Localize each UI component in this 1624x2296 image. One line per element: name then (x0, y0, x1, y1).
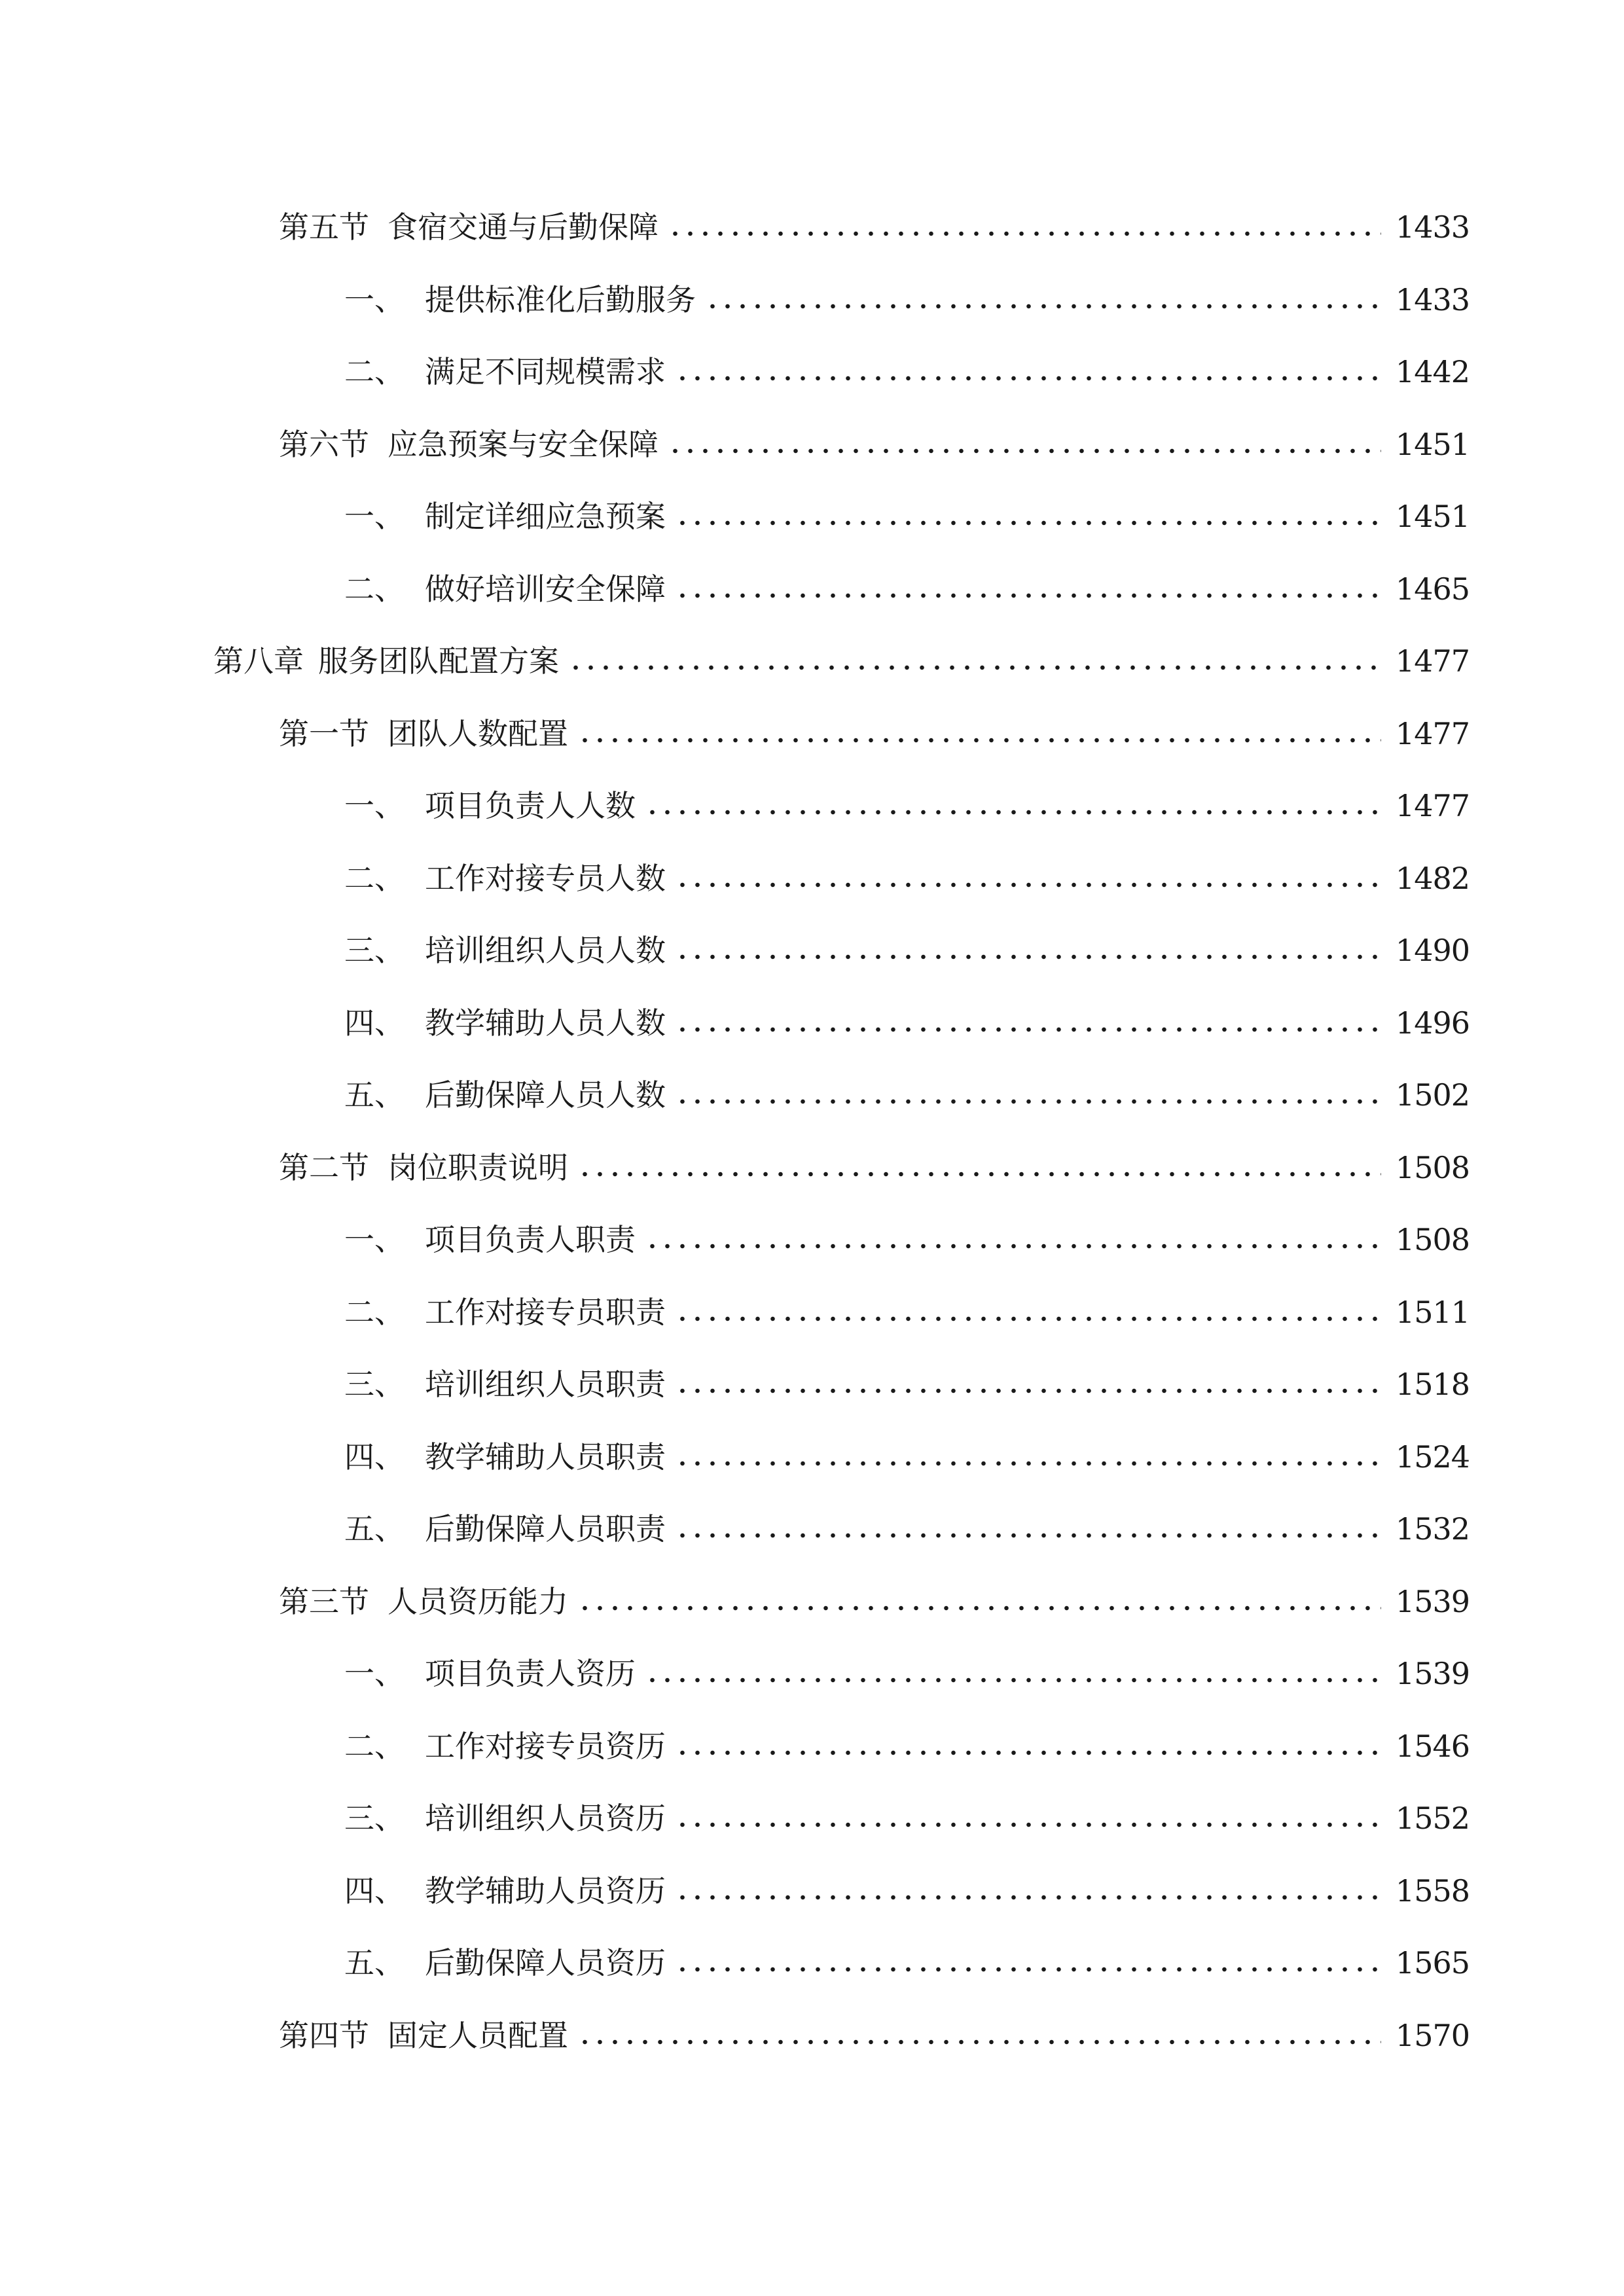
toc-entry-title: 后勤保障人员资历 (425, 1945, 666, 1981)
toc-entry-number: 二、 (344, 1728, 405, 1764)
toc-entry-number: 三、 (344, 933, 405, 968)
dot-leader (645, 1244, 1381, 1249)
toc-entry-section[interactable] (279, 407, 1470, 462)
toc-entry-number: 三、 (344, 1367, 405, 1402)
toc-entry-title: 满足不同规模需求 (425, 354, 666, 389)
toc-entry-number: 三、 (344, 1801, 405, 1836)
toc-entry-number: 第二节 (279, 1149, 369, 1185)
toc-entry-number: 第四节 (279, 2017, 369, 2053)
dot-leader (675, 376, 1381, 381)
dot-leader (675, 1822, 1381, 1827)
toc-entry-number: 五、 (344, 1077, 405, 1113)
toc-entry-page-number: 1508 (1395, 1149, 1470, 1185)
dot-leader (577, 1605, 1381, 1611)
toc-entry-title: 培训组织人员人数 (425, 933, 666, 968)
toc-entry-number: 五、 (344, 1511, 405, 1547)
dot-leader (675, 1533, 1381, 1538)
toc-entry-item[interactable] (344, 1202, 1470, 1255)
toc-entry-number: 一、 (344, 1222, 405, 1257)
toc-entry-page-number: 1518 (1395, 1367, 1470, 1402)
dot-leader (577, 2039, 1381, 2045)
toc-entry-page-number: 1558 (1395, 1873, 1470, 1909)
dot-leader (568, 665, 1381, 670)
toc-entry-item[interactable] (344, 986, 1470, 1041)
toc-entry-page-number: 1433 (1395, 209, 1470, 245)
toc-entry-title: 项目负责人资历 (425, 1656, 636, 1691)
toc-entry-item[interactable] (344, 1709, 1470, 1764)
toc-entry-item[interactable] (344, 1275, 1470, 1330)
toc-entry-number: 二、 (344, 860, 405, 896)
toc-entry-title: 团队人数配置 (388, 715, 568, 751)
toc-entry-item[interactable] (344, 1420, 1470, 1475)
toc-entry-title: 教学辅助人员职责 (425, 1439, 666, 1475)
toc-entry-page-number: 1552 (1395, 1801, 1470, 1836)
toc-entry-number: 一、 (344, 788, 405, 823)
dot-leader (675, 954, 1381, 960)
toc-entry-number: 五、 (344, 1945, 405, 1981)
toc-entry-title: 培训组织人员资历 (425, 1801, 666, 1836)
toc-entry-title: 岗位职责说明 (388, 1149, 568, 1185)
dot-leader (705, 304, 1381, 309)
toc-entry-page-number: 1477 (1395, 788, 1470, 823)
toc-entry-number: 第一节 (279, 715, 369, 751)
dot-leader (645, 810, 1381, 815)
toc-entry-number: 第三节 (279, 1583, 369, 1619)
toc-entry-page-number: 1502 (1395, 1077, 1470, 1113)
dot-leader (668, 231, 1381, 236)
toc-entry-page-number: 1477 (1395, 715, 1470, 751)
toc-entry-item[interactable] (344, 334, 1470, 387)
toc-entry-section[interactable] (279, 1998, 1470, 2051)
toc-entry-page-number: 1539 (1395, 1656, 1470, 1691)
dot-leader (577, 1172, 1381, 1177)
toc-entry-page-number: 1477 (1395, 643, 1470, 679)
toc-entry-page-number: 1508 (1395, 1222, 1470, 1257)
toc-entry-item[interactable] (344, 1347, 1470, 1402)
toc-entry-title: 教学辅助人员资历 (425, 1873, 666, 1909)
toc-entry-title: 项目负责人职责 (425, 1222, 636, 1257)
dot-leader (675, 1750, 1381, 1755)
toc-entry-title: 后勤保障人员职责 (425, 1511, 666, 1547)
dot-leader (675, 882, 1381, 888)
toc-entry-page-number: 1433 (1395, 281, 1470, 317)
toc-entry-section[interactable] (279, 190, 1470, 245)
toc-entry-title: 工作对接专员资历 (425, 1728, 666, 1764)
toc-entry-number: 第八章 (213, 643, 304, 679)
toc-entry-page-number: 1496 (1395, 1005, 1470, 1041)
toc-entry-title: 人员资历能力 (388, 1583, 568, 1619)
toc-entry-number: 二、 (344, 1294, 405, 1330)
toc-entry-page-number: 1570 (1395, 2017, 1470, 2053)
toc-entry-item[interactable] (344, 841, 1470, 896)
toc-entry-item[interactable] (344, 552, 1470, 607)
toc-entry-title: 固定人员配置 (388, 2017, 568, 2053)
toc-entry-item[interactable] (344, 1926, 1470, 1981)
dot-leader (675, 1316, 1381, 1321)
toc-entry-page-number: 1451 (1395, 426, 1470, 462)
dot-leader (675, 1388, 1381, 1393)
toc-entry-number: 一、 (344, 1656, 405, 1691)
toc-entry-title: 服务团队配置方案 (318, 643, 559, 679)
toc-entry-title: 食宿交通与后勤保障 (388, 209, 659, 245)
toc-entry-title: 培训组织人员职责 (425, 1367, 666, 1402)
toc-entry-title: 后勤保障人员人数 (425, 1077, 666, 1113)
dot-leader (675, 1895, 1381, 1900)
toc-entry-title: 应急预案与安全保障 (388, 426, 659, 462)
dot-leader (675, 1027, 1381, 1032)
toc-entry-number: 一、 (344, 499, 405, 534)
toc-entry-page-number: 1539 (1395, 1583, 1470, 1619)
toc-entry-page-number: 1565 (1395, 1945, 1470, 1981)
toc-entry-section[interactable] (279, 696, 1470, 749)
toc-entry-section[interactable] (279, 1564, 1470, 1617)
toc-entry-item[interactable] (344, 768, 1470, 821)
toc-entry-page-number: 1451 (1395, 499, 1470, 534)
toc-entry-title: 教学辅助人员人数 (425, 1005, 666, 1041)
toc-entry-item[interactable] (344, 1854, 1470, 1909)
dot-leader (675, 1967, 1381, 1972)
toc-entry-title: 工作对接专员人数 (425, 860, 666, 896)
toc-entry-number: 四、 (344, 1873, 405, 1909)
toc-entry-page-number: 1511 (1395, 1294, 1470, 1330)
toc-entry-item[interactable] (344, 1636, 1470, 1689)
toc-entry-title: 做好培训安全保障 (425, 571, 666, 607)
toc-entry-item[interactable] (344, 1058, 1470, 1113)
toc-entry-page-number: 1524 (1395, 1439, 1470, 1475)
toc-entry-item[interactable] (344, 262, 1470, 315)
dot-leader (645, 1677, 1381, 1683)
dot-leader (675, 1099, 1381, 1104)
toc-entry-number: 一、 (344, 281, 405, 317)
toc-entry-title: 制定详细应急预案 (425, 499, 666, 534)
toc-entry-number: 四、 (344, 1439, 405, 1475)
dot-leader (577, 738, 1381, 743)
toc-entry-item[interactable] (344, 479, 1470, 534)
dot-leader (668, 448, 1381, 454)
toc-entry-item[interactable] (344, 1492, 1470, 1547)
toc-entry-page-number: 1482 (1395, 860, 1470, 896)
toc-entry-page-number: 1546 (1395, 1728, 1470, 1764)
toc-entry-number: 二、 (344, 571, 405, 607)
toc-entry-page-number: 1465 (1395, 571, 1470, 607)
toc-entry-number: 第五节 (279, 209, 369, 245)
dot-leader (675, 1461, 1381, 1466)
toc-entry-page-number: 1532 (1395, 1511, 1470, 1547)
toc-entry-page-number: 1442 (1395, 354, 1470, 389)
toc-entry-item[interactable] (344, 1781, 1470, 1836)
toc-entry-number: 第六节 (279, 426, 369, 462)
toc-entry-title: 工作对接专员职责 (425, 1294, 666, 1330)
toc-entry-page-number: 1490 (1395, 933, 1470, 968)
toc-entry-number: 四、 (344, 1005, 405, 1041)
toc-entry-number: 二、 (344, 354, 405, 389)
toc-entry-item[interactable] (344, 913, 1470, 968)
toc-entry-title: 提供标准化后勤服务 (425, 281, 696, 317)
toc-entry-section[interactable] (279, 1130, 1470, 1183)
dot-leader (675, 593, 1381, 598)
toc-entry-title: 项目负责人人数 (425, 788, 636, 823)
toc-entry-chapter[interactable] (213, 624, 1470, 679)
dot-leader (675, 520, 1381, 526)
